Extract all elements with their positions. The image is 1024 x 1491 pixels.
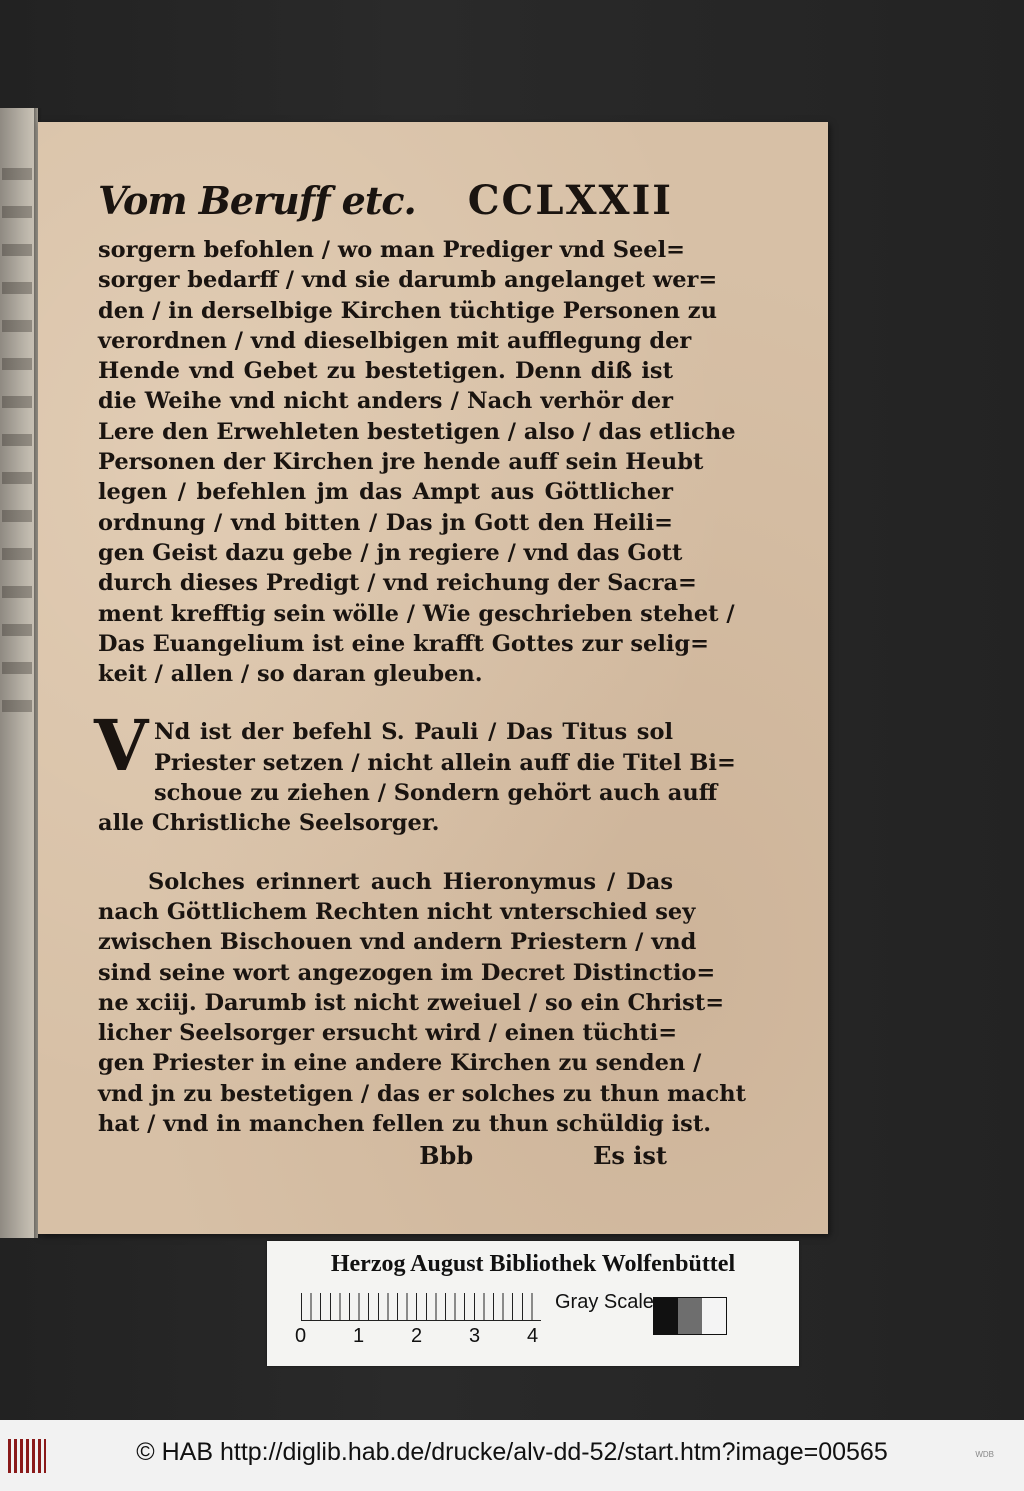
ruler-number: 4	[527, 1325, 539, 1347]
text-line: alle Christliche Seelsorger.	[98, 810, 440, 837]
gray-swatch	[654, 1298, 678, 1334]
previous-page-edge	[0, 108, 38, 1238]
initial-letter: V	[94, 704, 149, 788]
text-line: gen Geist dazu gebe / jn regiere / vnd das Gott	[98, 539, 683, 566]
text-line: sorgern befohlen / wo man Prediger vnd Seel=	[98, 237, 685, 263]
scale-ruler	[301, 1293, 541, 1321]
ruler-number: 3	[469, 1325, 481, 1347]
library-label	[267, 1241, 799, 1366]
gray-scale-label: Gray Scale	[555, 1291, 654, 1313]
text-line: legen / befehlen jm das Ampt aus Göttlicher	[98, 479, 673, 506]
text-line: Das Euangelium ist eine krafft Gottes zur selig=	[98, 630, 710, 657]
ruler-numbers	[295, 1325, 555, 1349]
text-block	[94, 177, 746, 1173]
book-page	[38, 122, 828, 1234]
text-line: gen Priester in eine andere Kirchen zu senden /	[98, 1050, 702, 1077]
paragraph-gap	[98, 839, 673, 867]
text-line: den / in derselbige Kirchen tüchtige Personen zu	[98, 297, 717, 324]
signature-mark: Bbb	[419, 1141, 474, 1171]
text-line: licher Seelsorger ersucht wird / einen tüchti=	[98, 1020, 678, 1047]
footer-mark: WDB	[975, 1450, 994, 1459]
page-header	[98, 177, 673, 235]
text-line: nach Göttlichem Rechten nicht vnterschied sey	[98, 898, 696, 925]
footer-bar	[0, 1420, 1024, 1491]
text-line: ment krefftig sein wölle / Wie geschrieben stehet /	[98, 600, 735, 627]
gray-swatch	[702, 1298, 726, 1334]
previous-page-text-fragment	[2, 168, 32, 728]
text-line: Solches erinnert auch Hieronymus / Das	[148, 868, 673, 895]
paragraph-1	[98, 235, 736, 689]
paragraph-2-lines	[98, 717, 736, 838]
text-line: zwischen Bischouen vnd andern Priestern / vnd	[98, 929, 697, 956]
paragraph-2	[94, 704, 736, 838]
text-line: die Weihe vnd nicht anders / Nach verhör der	[98, 388, 673, 415]
text-line: sorger bedarff / vnd sie darumb angelanget wer=	[98, 267, 718, 294]
ruler-number: 0	[295, 1325, 307, 1347]
paragraph-3	[98, 867, 746, 1140]
gray-swatch	[678, 1298, 702, 1334]
text-line: hat / vnd in manchen fellen zu thun schüldig ist.	[98, 1111, 712, 1138]
page-footer	[98, 1139, 673, 1173]
institution-name: Herzog August Bibliothek Wolfenbüttel	[330, 1251, 736, 1277]
paragraph-gap	[98, 689, 673, 717]
text-line: Personen der Kirchen jre hende auff sein Heubt	[98, 449, 704, 476]
catchword: Es ist	[593, 1141, 667, 1171]
copyright-url[interactable]: © HAB http://diglib.hab.de/drucke/alv-dd-52/start.htm?image=00565	[136, 1438, 888, 1466]
text-line: Hende vnd Gebet zu bestetigen. Denn diß ist	[98, 358, 673, 385]
text-line: Lere den Erwehleten bestetigen / also / das etliche	[98, 418, 736, 445]
gray-scale-swatches	[653, 1297, 727, 1335]
text-line: Priester setzen / nicht allein auff die Titel Bi=	[154, 749, 736, 776]
text-line: schoue zu ziehen / Sondern gehört auch auff	[154, 780, 718, 807]
text-line: keit / allen / so daran gleuben.	[98, 661, 483, 688]
text-line: ordnung / vnd bitten / Das jn Gott den Heili=	[98, 509, 673, 536]
ruler-number: 2	[411, 1325, 423, 1347]
text-line: vnd jn zu bestetigen / das er solches zu thun macht	[98, 1080, 746, 1107]
text-line: durch dieses Predigt / vnd reichung der Sacra=	[98, 570, 697, 597]
text-line: sind seine wort angezogen im Decret Distinctio=	[98, 959, 716, 986]
text-line: Nd ist der befehl S. Pauli / Das Titus sol	[154, 719, 673, 746]
text-line: ne xciij. Darumb ist nicht zweiuel / so ein Christ=	[98, 989, 725, 1016]
text-line: verordnen / vnd dieselbigen mit aufflegung der	[98, 327, 692, 354]
folio-number: CCLXXII	[467, 177, 673, 224]
running-title: Vom Beruff etc.	[98, 178, 416, 223]
ruler-number: 1	[353, 1325, 365, 1347]
